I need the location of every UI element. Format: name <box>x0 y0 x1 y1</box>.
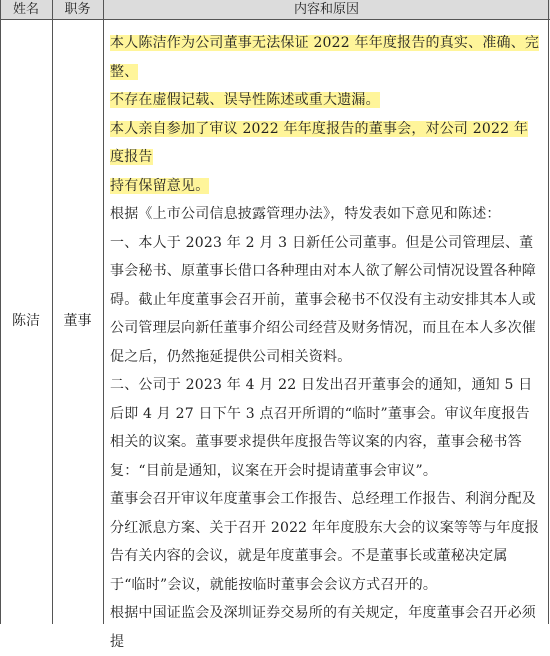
role-cell: 董事 <box>63 313 92 329</box>
highlighted-statement-line1: 本人陈洁作为公司董事无法保证 2022 年年度报告的真实、准确、完整、 <box>110 35 540 80</box>
header-content: 内容和原因 <box>293 2 359 17</box>
content-cell <box>110 29 540 656</box>
header-name: 姓名 <box>12 2 39 17</box>
highlighted-opinion-line1: 本人亲自参加了审议 2022 年年度报告的董事会，对公司 2022 年度报告 <box>110 120 529 165</box>
name-cell: 陈洁 <box>12 313 40 329</box>
paragraph-three: 董事会召开审议年度董事会工作报告、总经理工作报告、利润分配及分红派息方案、关于召开 2022 年年度股东大会的议案等等与年度报告有关内容的会议，就是年度董事会。不是董事长或董秘决定属于“临时”会议，就能按临时董事会会议方式召开的。 <box>110 491 540 593</box>
paragraph-two: 二、公司于 2023 年 4 月 22 日发出召开董事会的通知，通知 5 日后即 4 月 27 日下午 3 点召开所谓的“临时”董事会。审议年度报告相关的议案。董事要求提供年度报告等议案的内容，董事会秘书答复：“目前是通知，议案在开会时提请董事会审议”。 <box>110 377 533 479</box>
paragraph-one: 一、本人于 2023 年 2 月 3 日新任公司董事。但是公司管理层、董事会秘书、原董事长借口各种理由对本人欲了解公司情况设置各种障碍。截止年度董事会召开前，董事会秘书不仅没有主动安排其本人或公司管理层向新任董事介绍公司经营及财务情况，而且在本人多次催促之后，仍然拖延提供公司相关资料。 <box>110 234 536 365</box>
table-divider-2 <box>103 0 104 624</box>
highlighted-statement-line2: 不存在虚假记载、误导性陈述或重大遗漏。 <box>110 92 380 108</box>
header-role: 职务 <box>64 2 91 17</box>
table-header-row <box>0 0 550 20</box>
table-border-right <box>548 0 549 624</box>
paragraph-intro: 根据《上市公司信息披露管理办法》，特发表如下意见和陈述： <box>110 206 501 222</box>
highlighted-opinion-line2: 持有保留意见。 <box>110 177 210 194</box>
paragraph-four: 根据中国证监会及深圳证券交易所的有关规定，年度董事会召开必须提 <box>110 605 536 650</box>
